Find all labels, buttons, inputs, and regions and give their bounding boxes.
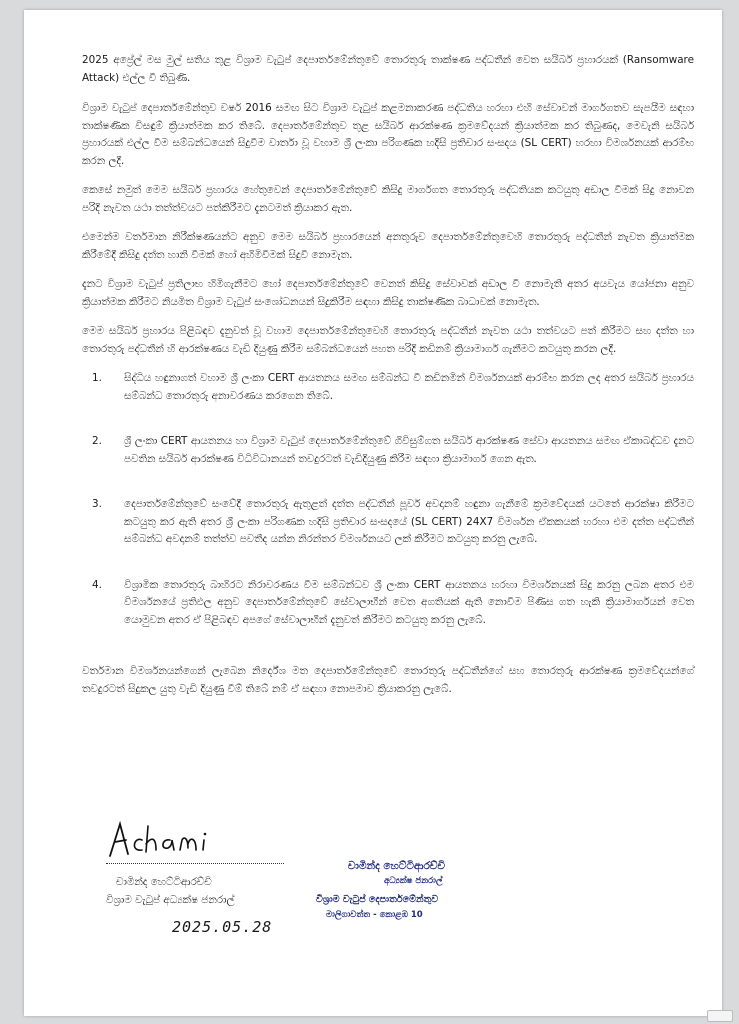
paragraph-actions-intro: මෙම සයිබර් ප්‍රහාරය පිළිබඳව දැනුවත් වූ වහාම දෙපාර්තමේන්තුවෙහි තොරතුරු පද්ධතීන් නැවත යථා තත්වයට පත් කිරීමට සහ දත්ත හා තොරතුරු පද්ධතීන් හි ආරක්ෂණය වැඩි දියුණු කිරීම සම්බන්ධයෙන් පහත පරිදි කඩිනම් ක්‍රියාමාර්ග ගැනීමට කටයුතු කරන ලදී.: [82, 325, 694, 355]
document-body: [82, 52, 694, 710]
paragraph-services: දැනට විශ්‍රාම වැටුප් ප්‍රතිලාභ හිමිගැනීමට හෝ දෙපාර්තමේන්තුවේ වෙනත් කිසිදු සේවාවක් අඩාල වී නොමැති අතර අයවැය යෝජනා අනුව ක්‍රියාත්මක කිරීමට නියමිත විශ්‍රාම වැටුප් සංශෝධනයන් සිදුකිරීම සඳහා කිසිදු තාක්ෂණික බාධාවක් නොමැත.: [82, 278, 694, 308]
list-number: 4.: [92, 578, 102, 591]
list-number: 1.: [92, 372, 102, 384]
signer-title: විශ්‍රාම වැටුප් අධ්‍යක්ෂ ජනරාල්: [106, 894, 235, 906]
official-stamp: [286, 860, 506, 960]
list-number: 2.: [92, 435, 102, 447]
list-text: ශ්‍රී ලංකා CERT ආයතනය හා විශ්‍රාම වැටුප් දෙපාර්තමේන්තුවේ ගිවිසුම්ගත සයිබර් ආරක්ෂණ සේවා ආයතනය සමඟ ඒකාබද්ධව දැනට පවතින සයිබර් ආරක්ෂණ විධිවිධානයන් තවදුරටත් වැඩිදියුණු කිරීම සඳහා ක්‍රියාමාර්ග ගෙන ඇත.: [124, 435, 694, 465]
stamp-title: අධ්‍යක්ෂ ජනරාල්: [384, 876, 443, 886]
scanner-watermark-icon: [707, 1010, 733, 1022]
paragraph-no-data-loss: එමෙන්ම වර්තමාන නිරීක්ෂණයන්ට අනුව මෙම සයිබර් ප්‍රහාරයෙන් අනතුරුව දෙපාර්තමේන්තුවෙහි තොරතුරු පද්ධතීන් නැවත ක්‍රියාත්මක කිරීමේදී කිසිදු දත්ත හානි වීමක් හෝ අහිමිවීමක් සිදුවී නොමැත.: [82, 231, 694, 261]
stamp-department: විශ්‍රාම වැටුප් දෙපාර්තමේන්තුව: [316, 894, 439, 905]
stamp-address: මාලිගාවත්ත - කොළඹ 10: [326, 910, 423, 920]
paragraph-background: විශ්‍රාම වැටුප් දෙපාර්තමේන්තුව වර්ෂ 2016 සමඟ සිට විශ්‍රාම වැටුප් කළමනාකරණ පද්ධතිය හරහා එහි සේවාවන් මාර්ගගතව සැපයීම සඳහා තාක්ෂණික විසඳුම් ක්‍රියාත්මක කර තිබේ. දෙපාර්තමේන්තුව තුළ සයිබර් ආරක්ෂණ ක්‍රමවේදයන් ක්‍රියාත්මක කර තිබුණද, මෙවැනි සයිබර් ප්‍රහාරයක් එල්ල වීම සම්බන්ධයෙන් සිදුවීම වාර්තා වූ වහාම ශ්‍රී ලංකා පරිගණක හදිසි ප්‍රතිචාර සංසදය (SL CERT) හරහා විමර්ශනයක් ආරම්භ කරන ලදී.: [82, 102, 694, 167]
signer-name: චාමින්ද හෙට්ටිආරච්චි: [116, 876, 212, 888]
paragraph-closing: වර්තමාන විමර්ශනයන්ගෙන් ලැබෙන නිර්දේශ මත දෙපාර්තමේන්තුවේ තොරතුරු පද්ධතීන්ගේ සහ තොරතුරු ආරක්ෂණ ක්‍රමවේදයන්ගේ තවදුරටත් සිදුකල යුතු වැඩි දියුණු වීම් තිබේ නම් ඒ සඳහා නොපමාව ක්‍රියාකරනු ලැබේ.: [82, 665, 694, 695]
list-item: [82, 433, 694, 468]
list-text: විශ්‍රාමික තොරතුරු බාහිරට නිරාවරණය වීම සම්බන්ධව ශ්‍රී ලංකා CERT ආයතනය හරහා විමර්ශනයක් සිදු කරනු ලබන අතර එම විමර්ශනයේ ප්‍රතිඵල අනුව දෙපාර්තමේන්තුවේ සේවාලාභීන් වෙත අගතියක් ඇති නොවීම පිණිස ගත හැකි ක්‍රියාමාර්ගයන් වෙත යොමුවන අතර ඒ පිළිබඳව අපගේ සේවාලාභීන් දැනුවත් කිරීමට කටයුතු කරනු ලැබේ.: [124, 578, 694, 626]
signature-block: [106, 818, 706, 968]
signature-date: 2025.05.28: [172, 918, 273, 936]
list-text: දෙපාර්තමේන්තුවේ සංවේදී තොරතුරු ඇතුළත් දත්ත පද්ධතීන් පූර්ව අවදානම් හඳුනා ගැනීමේ ක්‍රමවේදයක් යටතේ ආරක්ෂා කිරීමට කටයුතු කර ඇති අතර ශ්‍රී ලංකා පරිගණක හදිසි ප්‍රතිචාර සංසදයේ (SL CERT) 24X7 විමර්ශන ඒකකයක් හරහා එම දත්ත පද්ධතීන් සම්බන්ධ අවදානම් තත්ත්ව පවතීද යන්න නිරන්තර විමර්ශනයට ලක් කිරීමට කටයුතු කරනු ලැබේ.: [124, 498, 694, 545]
list-item: [82, 370, 694, 405]
paragraph-intro: 2025 අප්‍රේල් මස මුල් සතිය තුළ විශ්‍රාම වැටුප් දෙපාර්තමේන්තුවේ තොරතුරු තාක්ෂණ පද්ධතීන් වෙත සයිබර් ප්‍රහාරයක් (Ransomware Attack) එල්ල වී තිබුණි.: [82, 54, 694, 84]
list-item: [82, 496, 694, 549]
actions-list: [82, 370, 694, 629]
signature-line: [106, 863, 284, 864]
handwritten-signature: [106, 818, 226, 862]
stamp-name: චාමින්ද හෙට්ටිආරච්චි: [348, 860, 446, 872]
list-text: සිද්ධිය හඳුනාගත් වහාම ශ්‍රී ලංකා CERT ආයතනය සමඟ සම්බන්ධ වී කඩිනමින් විමර්ශනයක් ආරම්භ කරන ලද අතර සයිබර් ප්‍රහාරය සම්බන්ධ තොරතුරු අනාවරණය කරගෙන තිබේ.: [124, 372, 694, 402]
paragraph-recovery: කෙසේ නමුත් මෙම සයිබර් ප්‍රහාරය හේතුවෙන් දෙපාර්තමේන්තුවේ කිසිදු මාර්ගගත තොරතුරු පද්ධතියක කටයුතු අඩාල වීමක් සිදු නොවන පරිදි නැවත යථා තත්ත්වයට පත්කිරීමට දැනටමත් ක්‍රියාකර ඇත.: [82, 184, 694, 214]
list-item: [82, 577, 694, 630]
list-number: 3.: [92, 498, 102, 510]
document-page: [24, 10, 722, 1016]
